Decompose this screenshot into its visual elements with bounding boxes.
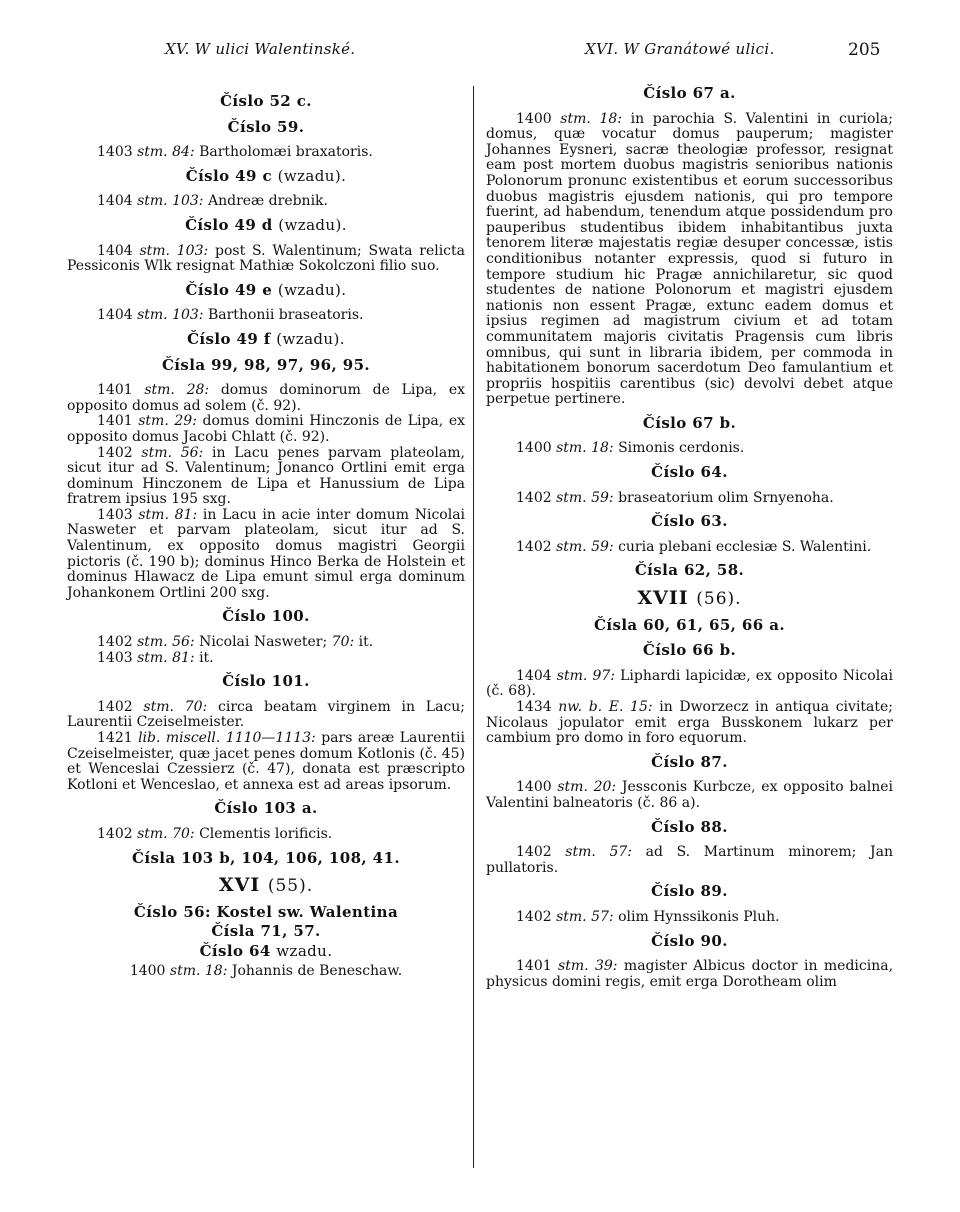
- page-number: 205: [848, 40, 881, 60]
- entry: 1402 stm. 59: curia plebani ecclesiæ S. Walentini.: [516, 538, 872, 555]
- heading-cisla-71-57: Čísla 71, 57.: [211, 922, 321, 941]
- entry: 1402 stm. 59: braseatorium olim Srnyenoha.: [516, 489, 834, 506]
- column-divider: [473, 86, 474, 1168]
- entry: 1421 lib. miscell. 1110—1113: pars areæ Laurentii Czeiselmeister, quæ jacet penes domum Kotlonis (č. 45) et Wenceslai Czessierz (č. 47), donata est præscripto Kotloni et Wenceslao, et annexa est ad areas ipsorum.: [67, 730, 465, 793]
- entry: 1403 stm. 84: Bartholomæi braxatoris.: [97, 144, 373, 161]
- entry: 1400 stm. 18: Johannis de Beneschaw.: [129, 962, 403, 979]
- entry: 1400 stm. 18: in parochia S. Valentini in curiola; domus, quæ vocatur domus pauperum; magister Johannes Eysneri, sacræ theologiæ professor, resignat eam post mortem duobus magistris senioribus nationis Polonorum pronunc existentibus et eorum successoribus duobus magistris ejusdem nationis, qui pro tempore fuerint, ad habendum, tenendum atque possidendum pro pauperibus studentibus ibidem inhabitantibus juxta tenorem literæ majestatis regiæ desuper concessæ, istis conditionibus notanter expressis, quod si futuro in tempore studium hic Pragæ annichilaretur, sic quod studentes de natione Polonorum et magistri ejusdem nationis non essent Pragæ, extunc eadem domus et ipsius regimen ad magistrum civium et ad totam communitatem majoris civitatis Pragensis cum libris omnibus, qui sunt in libraria ibidem, per commoda in habitationem bonorum sacerdotum Deo famulantium et propriis hospitiis carentibus (sic) devolvi debet atque perpetue pertinere.: [486, 110, 893, 408]
- running-head-right: XVI. W Granátowé ulici.: [585, 40, 775, 58]
- section-heading-xvi: XVI (55).: [218, 874, 314, 897]
- entry: 1403 stm. 81: it.: [97, 649, 214, 666]
- entry: 1400 stm. 18: Simonis cerdonis.: [516, 440, 745, 457]
- heading-cislo-101: Číslo 101.: [222, 672, 310, 691]
- heading-cisla-103b: Čísla 103 b, 104, 106, 108, 41.: [132, 848, 400, 867]
- entry: 1402 stm. 57: ad S. Martinum minorem; Jan pullatoris.: [486, 844, 893, 876]
- entry: 1402 stm. 70: Clementis lorificis.: [97, 825, 333, 842]
- heading-cislo-64-wzadu: Číslo 64 wzadu.: [199, 941, 333, 960]
- entry: 1400 stm. 20: Jessconis Kurbcze, ex opposito balnei Valentini balneatoris (č. 86 a).: [486, 779, 893, 811]
- entry: 1401 stm. 39: magister Albicus doctor in medicina, physicus domini regis, emit erga Dorotheam olim: [486, 958, 894, 990]
- heading-cislo-52c: Číslo 52 c.: [220, 92, 312, 110]
- left-column: [67, 86, 465, 979]
- heading-cislo-100: Číslo 100.: [222, 607, 310, 626]
- section-heading-xvii: XVII (56).: [637, 587, 742, 610]
- heading-cislo-64: Číslo 64.: [651, 463, 728, 482]
- entry: 1404 stm. 103: post S. Walentinum; Swata relicta Pessiconis Wlk resignat Mathiæ Sokolczoni filio suo.: [67, 242, 465, 275]
- heading-cislo-66b: Číslo 66 b.: [642, 641, 737, 660]
- entry: 1401 stm. 28: domus dominorum de Lipa, ex opposito domus ad solem (č. 92).: [67, 382, 465, 414]
- entry: 1434 nw. b. E. 15: in Dworzecz in antiqua civitate; Nicolaus jopulator emit erga Busskonem lukarz per cambium pro domo in foro equorum.: [486, 699, 894, 747]
- entry: 1402 stm. 56: in Lacu penes parvam plateolam, sicut itur ad S. Valentinum; Jonanco Ortlini emit erga dominum Hinczonem de Lipa et Hanussium de Lipa fratrem ipsius 195 sxg.: [67, 444, 465, 508]
- heading-kostel: Číslo 56: Kostel sw. Walentina: [133, 902, 399, 921]
- entry: 1403 stm. 81: in Lacu in acie inter domum Nicolai Nasweter et parvam plateolam, sicut itur ad S. Valentinum, ex opposito domus magistri Georgii pictoris (č. 190 b); dominus Hinco Berka de Holstein et dominus Hlawacz de Lipa emunt simul erga dominum Johankonem Ortlini 200 sxg.: [67, 506, 466, 601]
- entry: 1404 stm. 103: Barthonii braseatoris.: [97, 307, 364, 324]
- entry: 1402 stm. 56: Nicolai Nasweter; 70: it.: [97, 634, 374, 651]
- heading-cislo-89: Číslo 89.: [651, 882, 728, 901]
- heading-cisla-60-66a: Čísla 60, 61, 65, 66 a.: [594, 615, 785, 634]
- heading-cislo-67a: Číslo 67 a.: [643, 84, 736, 102]
- right-column: [486, 86, 893, 990]
- heading-cislo-63: Číslo 63.: [651, 512, 728, 531]
- entry: 1401 stm. 29: domus domini Hinczonis de Lipa, ex opposito domus Jacobi Chlatt (č. 92).: [67, 413, 466, 445]
- entry: 1402 stm. 70: circa beatam virginem in Lacu; Laurentii Czeiselmeister.: [67, 698, 465, 731]
- heading-cislo-49f: Číslo 49 f (wzadu).: [187, 329, 345, 348]
- running-head-left: XV. W ulici Walentinské.: [165, 40, 356, 58]
- heading-cislo-67b: Číslo 67 b.: [642, 413, 737, 432]
- heading-cislo-49e: Číslo 49 e (wzadu).: [185, 280, 347, 299]
- heading-cislo-49d: Číslo 49 d (wzadu).: [185, 215, 347, 234]
- heading-cisla-99-95: Čísla 99, 98, 97, 96, 95.: [161, 355, 371, 374]
- heading-cisla-62-58: Čísla 62, 58.: [634, 561, 745, 580]
- heading-cislo-49c: Číslo 49 c (wzadu).: [185, 166, 347, 185]
- heading-cislo-87: Číslo 87.: [651, 752, 728, 771]
- heading-cislo-103a: Číslo 103 a.: [214, 799, 318, 818]
- entry: 1402 stm. 57: olim Hynssikonis Pluh.: [516, 908, 780, 925]
- heading-cislo-59: Číslo 59.: [227, 117, 305, 136]
- heading-cislo-88: Číslo 88.: [651, 817, 728, 836]
- entry: 1404 stm. 103: Andreæ drebnik.: [97, 193, 328, 210]
- entry: 1404 stm. 97: Liphardi lapicidæ, ex opposito Nicolai (č. 68).: [486, 667, 894, 700]
- heading-cislo-90: Číslo 90.: [651, 931, 728, 950]
